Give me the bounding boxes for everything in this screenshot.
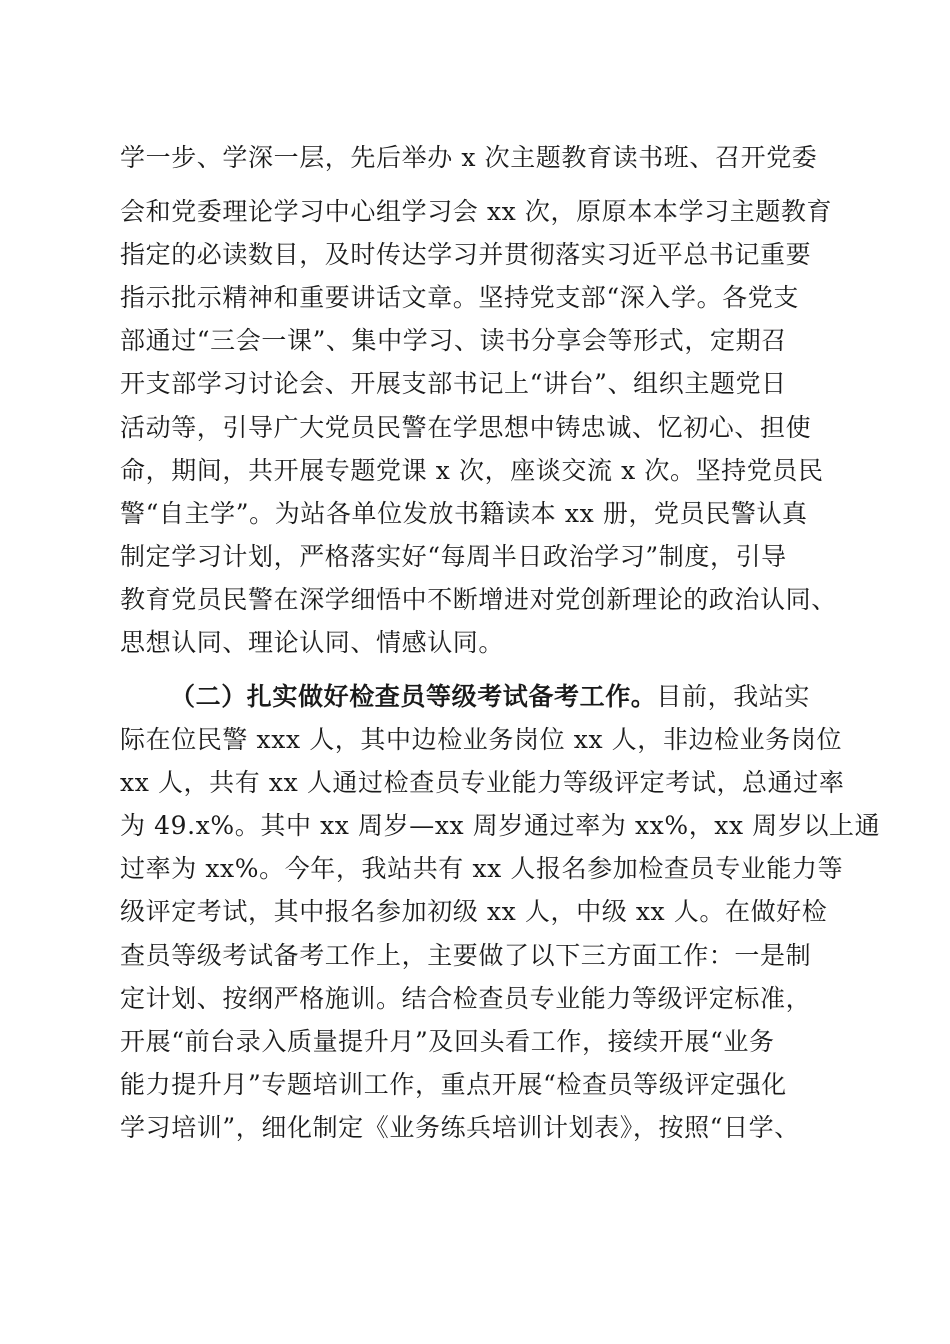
paragraph-line: 思想认同、理论认同、情感认同。 bbox=[120, 628, 505, 657]
paragraph-line: 指定的必读数目，及时传达学习并贯彻落实习近平总书记重要 bbox=[120, 240, 812, 269]
paragraph-line: 学习培训”，细化制定《业务练兵培训计划表》，按照“日学、 bbox=[120, 1113, 800, 1142]
paragraph-line: 指示批示精神和重要讲话文章。坚持党支部“深入学。各党支 bbox=[120, 283, 799, 312]
paragraph-line: xx 人，共有 xx 人通过检查员专业能力等级评定考试，总通过率 bbox=[120, 768, 845, 797]
section-heading-continuation: 目前，我站实 bbox=[656, 682, 811, 711]
paragraph-line: 查员等级考试备考工作上，主要做了以下三方面工作：一是制 bbox=[120, 941, 812, 970]
paragraph-line: 际在位民警 xxx 人，其中边检业务岗位 xx 人，非边检业务岗位 bbox=[120, 725, 843, 754]
section-heading: （二）扎实做好检查员等级考试备考工作。 bbox=[170, 682, 657, 711]
paragraph-line: 部通过“三会一课”、集中学习、读书分享会等形式，定期召 bbox=[120, 326, 787, 355]
paragraph-line: 警“自主学”。为站各单位发放书籍读本 xx 册，党员民警认真 bbox=[120, 499, 808, 528]
paragraph-line: 会和党委理论学习中心组学习会 xx 次，原原本本学习主题教育 bbox=[120, 197, 833, 226]
paragraph-line: 过率为 xx%。今年，我站共有 xx 人报名参加检查员专业能力等 bbox=[120, 854, 844, 883]
paragraph-line: 教育党员民警在深学细悟中不断增进对党创新理论的政治认同、 bbox=[120, 585, 837, 614]
paragraph-line: 活动等，引导广大党员民警在学思想中铸忠诚、忆初心、担使 bbox=[120, 413, 812, 442]
paragraph-line: 开支部学习讨论会、开展支部书记上“讲台”、组织主题党日 bbox=[120, 369, 787, 398]
paragraph-line: 级评定考试，其中报名参加初级 xx 人，中级 xx 人。在做好检 bbox=[120, 897, 828, 926]
paragraph-line: 命，期间，共开展专题党课 x 次，座谈交流 x 次。坚持党员民 bbox=[120, 456, 824, 485]
paragraph-line: 能力提升月”专题培训工作，重点开展“检查员等级评定强化 bbox=[120, 1070, 787, 1099]
paragraph-line: 学一步、学深一层，先后举办 x 次主题教育读书班、召开党委 bbox=[120, 143, 818, 172]
paragraph-line: 定计划、按纲严格施训。结合检查员专业能力等级评定标准， bbox=[120, 984, 812, 1013]
paragraph-line: 开展“前台录入质量提升月”及回头看工作，接续开展“业务 bbox=[120, 1027, 775, 1056]
section-heading-line bbox=[170, 677, 840, 717]
paragraph-line: 制定学习计划，严格落实好“每周半日政治学习”制度，引导 bbox=[120, 542, 787, 571]
paragraph-line: 为 49.x%。其中 xx 周岁—xx 周岁通过率为 xx%，xx 周岁以上通 bbox=[120, 811, 881, 840]
